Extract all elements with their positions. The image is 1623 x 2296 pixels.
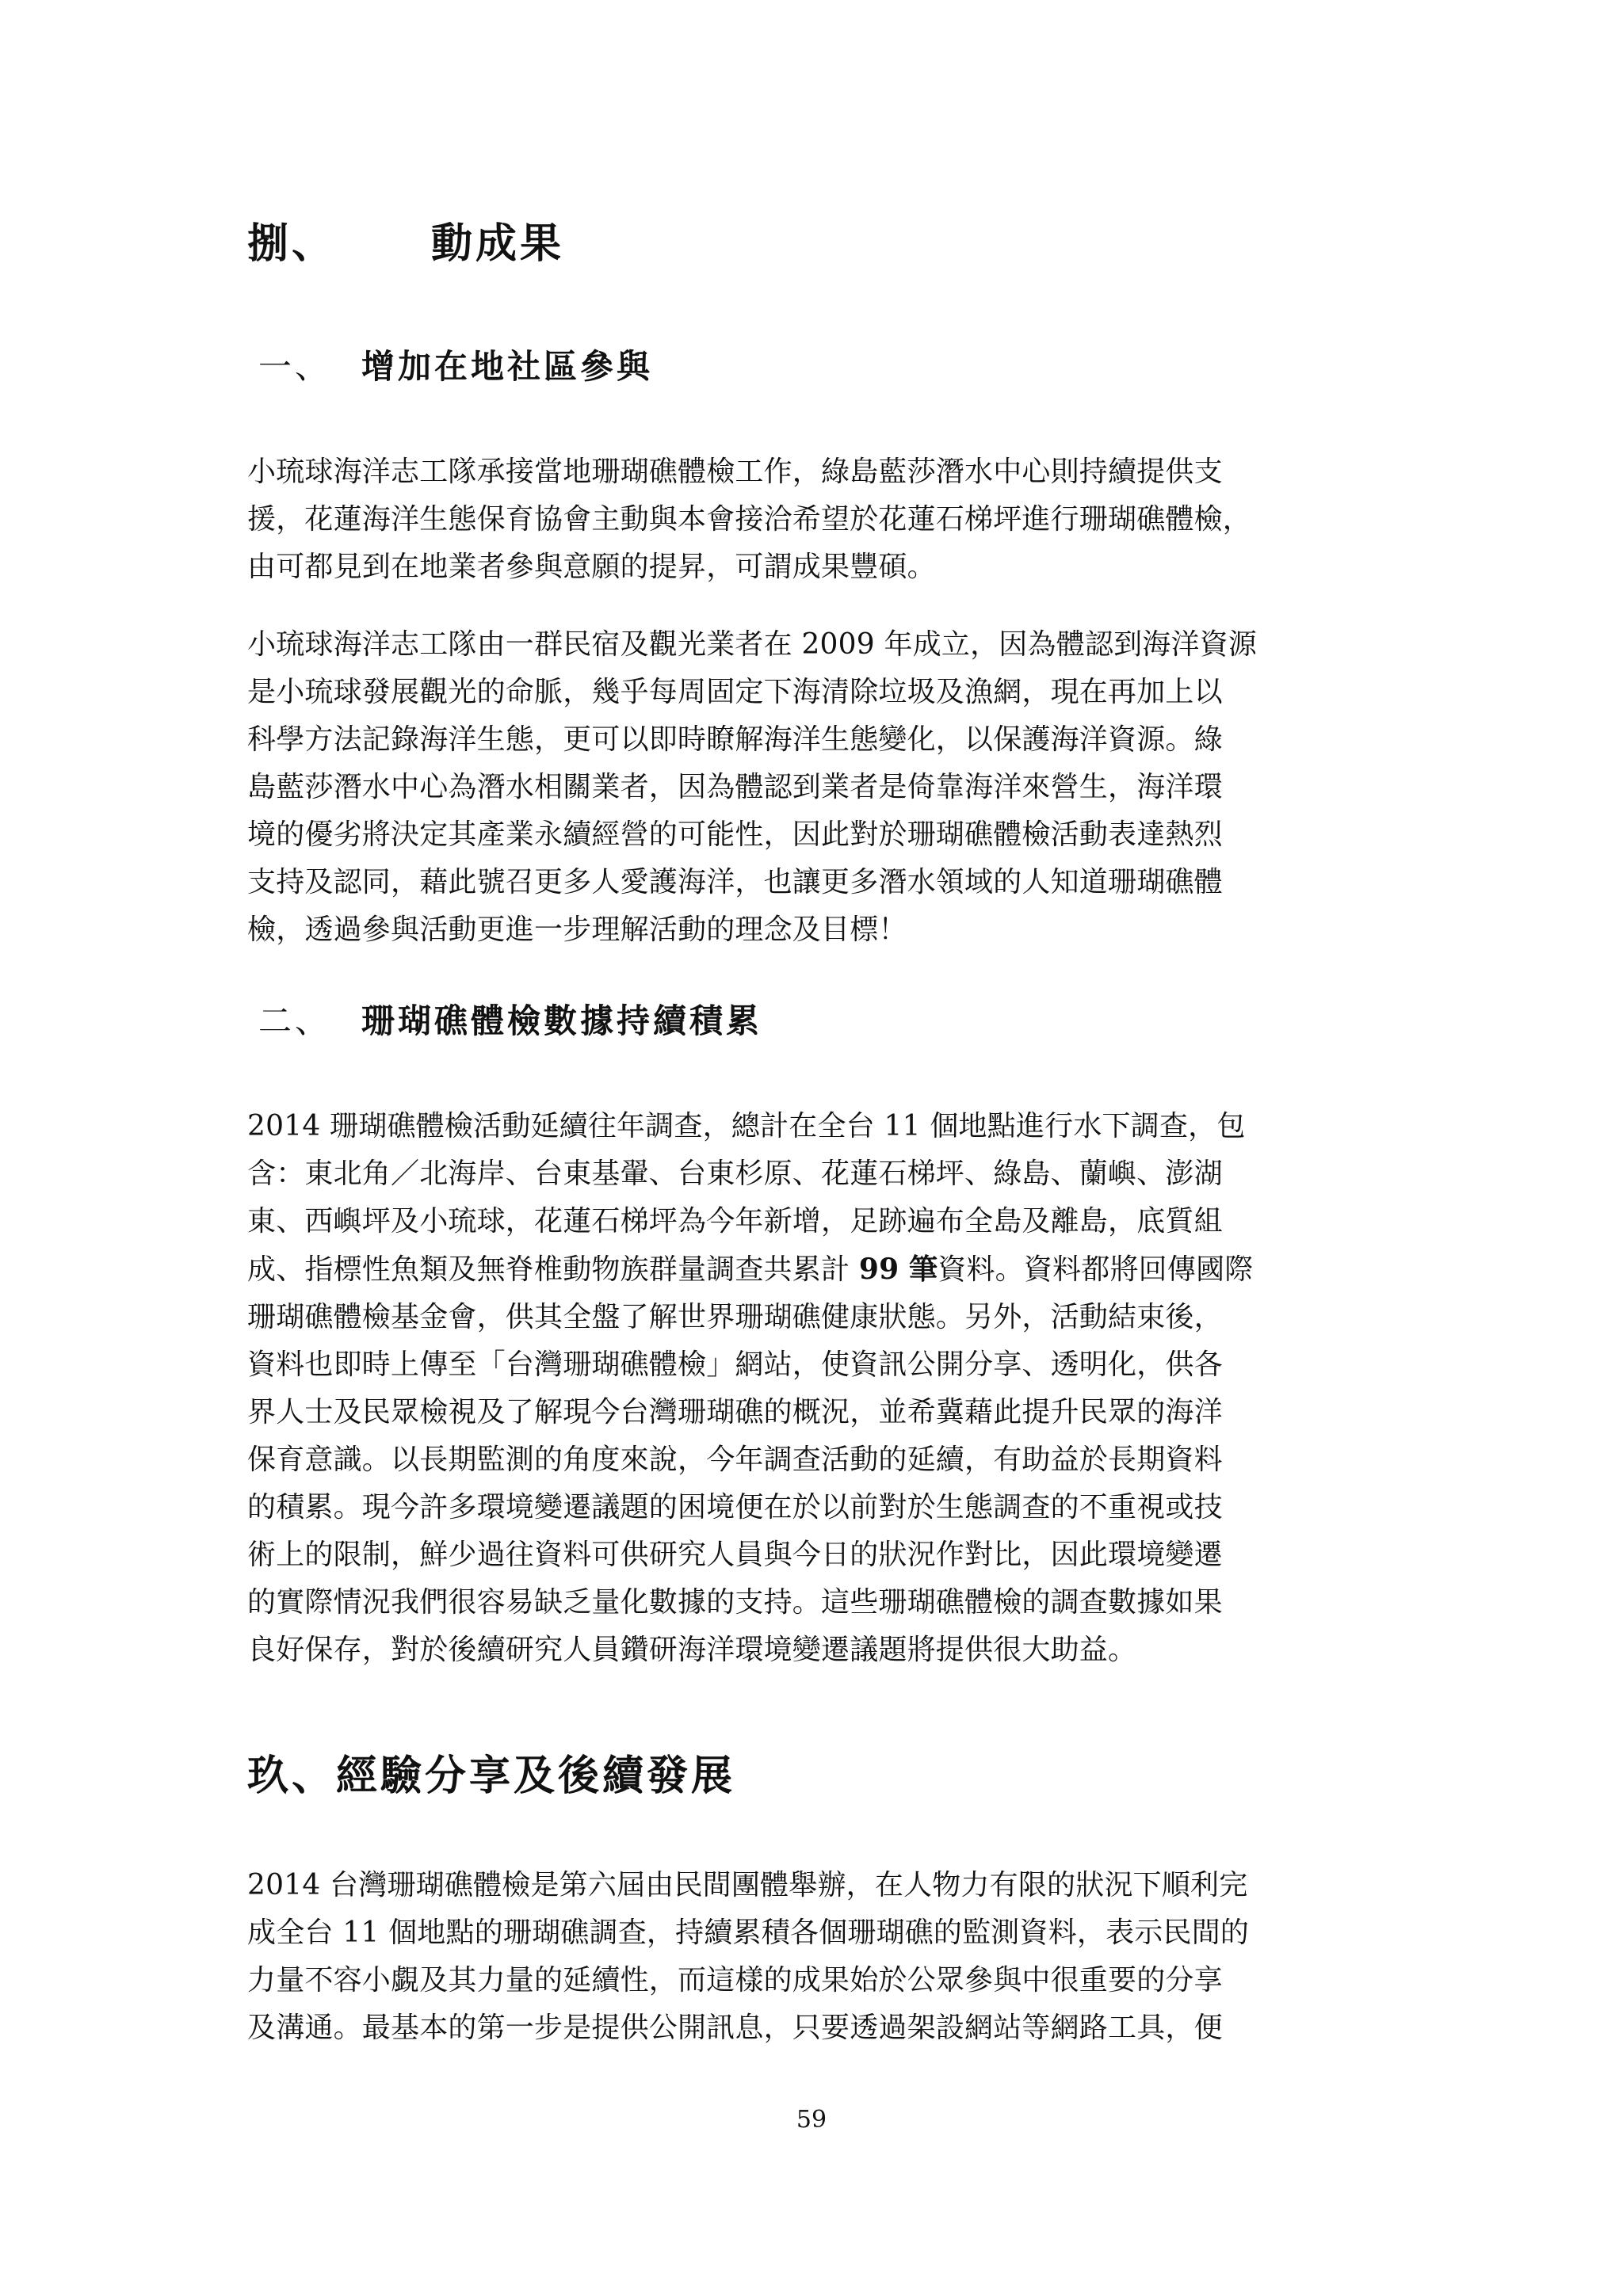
paragraph-community-1: [247, 448, 1388, 591]
text-segment: 資料。資料都將回傳國際: [938, 1253, 1254, 1286]
chapter-title: 玖、經驗分享及後續發展: [247, 1753, 736, 1800]
text-line: 島藍莎潛水中心為潛水相關業者，因為體認到業者是倚靠海洋來營生，海洋環: [247, 771, 1223, 803]
text-line: 檢，透過參與活動更進一步理解活動的理念及目標！: [247, 913, 907, 946]
text-line: 資料也即時上傳至「台灣珊瑚礁體檢」網站，使資訊公開分享、透明化，供各: [247, 1348, 1223, 1381]
chapter-heading-9: [247, 1751, 1388, 1802]
text-line: 珊瑚礁體檢基金會，供其全盤了解世界珊瑚礁健康狀態。另外，活動結束後，: [247, 1301, 1223, 1333]
chapter-heading-8: [247, 219, 1388, 269]
text-line: 小琉球海洋志工隊承接當地珊瑚礁體檢工作，綠島藍莎潛水中心則持續提供支: [247, 456, 1223, 488]
section-title: 珊瑚礁體檢數據持續積累: [361, 1001, 763, 1040]
text-line: 力量不容小覷及其力量的延續性，而這樣的成果始於公眾參與中很重要的分享: [247, 1964, 1223, 1997]
paragraph-experience-sharing: [247, 1862, 1388, 2052]
text-line: 支持及認同，藉此號召更多人愛護海洋，也讓更多潛水領域的人知道珊瑚礁體: [247, 866, 1223, 898]
page-number: 59: [796, 2106, 827, 2134]
section-heading-2: [247, 1000, 1388, 1043]
text-line: 保育意識。以長期監測的角度來說，今年調查活動的延續，有助益於長期資料: [247, 1444, 1223, 1476]
text-line: 2014 台灣珊瑚礁體檢是第六屆由民間團體舉辦，在人物力有限的狀況下順利完: [247, 1869, 1248, 1901]
text-line: 由可都見到在地業者參與意願的提昇，可謂成果豐碩。: [247, 551, 936, 583]
section-number: 一、: [258, 347, 332, 386]
text-line: 2014 珊瑚礁體檢活動延續往年調查，總計在全台 11 個地點進行水下調查，包: [247, 1110, 1246, 1142]
text-line: 界人士及民眾檢視及了解現今台灣珊瑚礁的概況，並希冀藉此提升民眾的海洋: [247, 1396, 1223, 1428]
text-line: 含：東北角／北海岸、台東基翬、台東杉原、花蓮石梯坪、綠島、蘭嶼、澎湖: [247, 1158, 1223, 1190]
text-line: 成全台 11 個地點的珊瑚礁調查，持續累積各個珊瑚礁的監測資料，表示民間的: [247, 1917, 1250, 1949]
paragraph-data-accumulation: [247, 1103, 1388, 1674]
text-line: 術上的限制，鮮少過往資料可供研究人員與今日的狀況作對比，因此環境變遷: [247, 1539, 1223, 1571]
text-line: 援，花蓮海洋生態保育協會主動與本會接洽希望於花蓮石梯坪進行珊瑚礁體檢，: [247, 503, 1252, 536]
text-line: 小琉球海洋志工隊由一群民宿及觀光業者在 2009 年成立，因為體認到海洋資源: [247, 628, 1258, 661]
text-line: 的實際情況我們很容易缺乏量化數據的支持。這些珊瑚礁體檢的調查數據如果: [247, 1586, 1223, 1619]
chapter-number: 捌、: [247, 220, 337, 268]
record-count: 99 筆: [858, 1253, 938, 1286]
text-line: 科學方法記錄海洋生態，更可以即時瞭解海洋生態變化，以保護海洋資源。綠: [247, 723, 1223, 756]
chapter-title: 動成果: [431, 220, 565, 268]
text-line: 境的優劣將決定其產業永續經營的可能性，因此對於珊瑚礁體檢活動表達熱烈: [247, 818, 1223, 851]
text-line: 良好保存，對於後續研究人員鑽研海洋環境變遷議題將提供很大助益。: [247, 1634, 1137, 1666]
text-segment: 成、指標性魚類及無脊椎動物族群量調查共累計: [247, 1253, 859, 1286]
text-line: 東、西嶼坪及小琉球，花蓮石梯坪為今年新增，足跡遍布全島及離島，底質組: [247, 1205, 1223, 1238]
text-line: 的積累。現今許多環境變遷議題的困境便在於以前對於生態調查的不重視或技: [247, 1491, 1223, 1524]
text-line: 及溝通。最基本的第一步是提供公開訊息，只要透過架設網站等網路工具，便: [247, 2012, 1223, 2044]
paragraph-community-2: [247, 621, 1388, 954]
text-line: [247, 1245, 1388, 1294]
section-title: 增加在地社區參與: [361, 347, 654, 386]
section-number: 二、: [258, 1001, 332, 1040]
section-heading-1: [247, 345, 1388, 388]
text-line: 是小琉球發展觀光的命脈，幾乎每周固定下海清除垃圾及漁網，現在再加上以: [247, 676, 1223, 708]
